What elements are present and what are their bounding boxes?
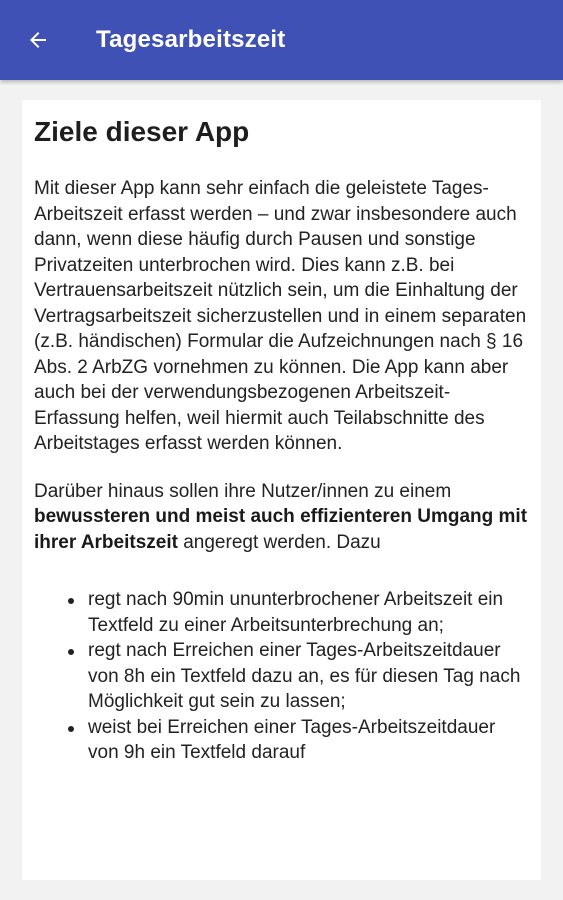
back-button[interactable] — [18, 20, 58, 60]
goal-paragraph — [34, 479, 529, 556]
list-item: regt nach 90min ununterbrochener Arbeitszeit ein Textfeld zu einer Arbeitsunterbrechung an; — [74, 587, 529, 638]
section-heading: Ziele dieser App — [34, 116, 250, 147]
list-item: weist bei Erreichen einer Tages-Arbeitszeitdauer von 9h ein Textfeld darauf — [74, 715, 529, 766]
feature-list — [74, 577, 529, 766]
goal-paragraph-pre: Darüber hinaus sollen ihre Nutzer/innen zu einem — [34, 480, 452, 502]
app-bar — [0, 0, 563, 80]
goal-paragraph-post: angeregt werden. Dazu — [177, 531, 381, 553]
content-card — [22, 100, 541, 880]
intro-paragraph: Mit dieser App kann sehr einfach die geleistete Tages-Arbeitszeit erfasst werden – und zwar insbesondere auch dann, wenn diese häufig durch Pausen und sonstige Privatzeiten unterbrochen wird. Dies kann z.B. bei Vertrauensarbeitszeit nützlich sein, um die Einhaltung der Vertragsarbeitszeit sicherzustellen und in einem separaten (z.B. händischen) Formular die Aufzeichnungen nach § 16 Abs. 2 ArbZG vornehmen zu können. Die App kann aber auch bei der verwendungsbezogenen Arbeitszeit-Erfassung helfen, weil hiermit auch Teilabschnitte des Arbeitstages erfasst werden können. — [34, 178, 527, 454]
app-title: Tagesarbeitszeit — [96, 26, 286, 53]
content-scroll-area[interactable] — [22, 100, 541, 766]
goal-paragraph-bold: bewussteren und meist auch effizienteren Umgang mit ihrer Arbeitszeit — [34, 506, 528, 553]
list-item: regt nach Erreichen einer Tages-Arbeitszeitdauer von 8h ein Textfeld dazu an, es für diesen Tag nach Möglichkeit gut sein zu lassen; — [74, 638, 529, 715]
arrow-left-icon — [26, 28, 50, 52]
